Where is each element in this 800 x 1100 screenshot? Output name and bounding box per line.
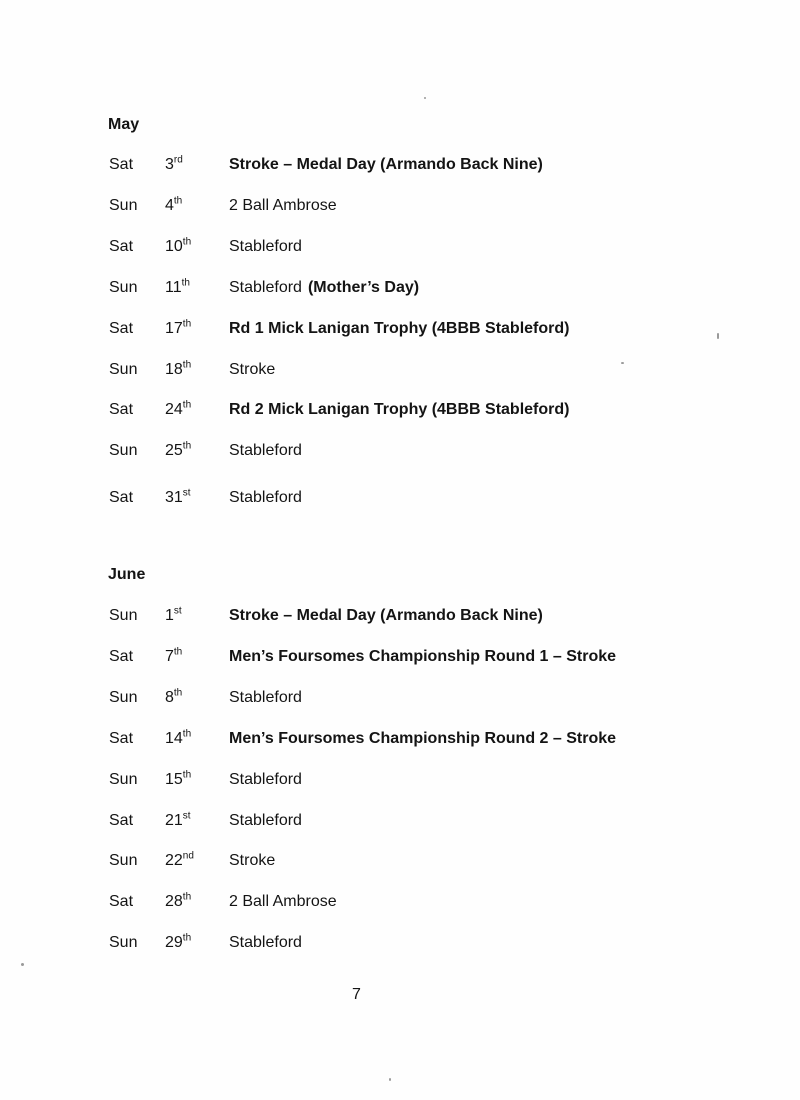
fixture-date xyxy=(165,197,182,215)
fixture-event-name: Stableford xyxy=(229,771,302,788)
page-number: 7 xyxy=(352,986,361,1003)
fixture-row xyxy=(0,442,800,464)
fixture-row xyxy=(0,156,800,178)
fixture-event-name: Stroke – Medal Day (Armando Back Nine) xyxy=(229,156,543,173)
fixture-day: Sun xyxy=(109,689,138,706)
fixture-row xyxy=(0,361,800,383)
fixture-date-number: 4 xyxy=(165,197,174,214)
fixture-event-name: Rd 1 Mick Lanigan Trophy (4BBB Stableford) xyxy=(229,320,570,337)
fixture-date xyxy=(165,934,191,952)
fixture-event xyxy=(229,771,302,789)
scan-speck xyxy=(717,333,719,339)
fixture-date xyxy=(165,730,191,748)
fixture-date xyxy=(165,238,191,256)
fixture-date-number: 21 xyxy=(165,812,183,829)
fixture-date-number: 1 xyxy=(165,607,174,624)
fixture-day: Sun xyxy=(109,197,138,214)
fixture-event xyxy=(229,607,543,625)
fixture-row xyxy=(0,197,800,219)
fixture-event-name: Stableford xyxy=(229,238,302,255)
fixture-date-suffix: th xyxy=(173,687,183,699)
fixture-date xyxy=(165,489,191,507)
fixture-date-number: 10 xyxy=(165,238,183,255)
fixture-event-name: 2 Ball Ambrose xyxy=(229,893,337,910)
fixture-row xyxy=(0,238,800,260)
fixture-event-name: 2 Ball Ambrose xyxy=(229,197,337,214)
fixture-date-suffix: st xyxy=(173,605,182,617)
fixture-event xyxy=(229,489,302,507)
fixture-date-suffix: rd xyxy=(173,154,183,166)
fixture-event xyxy=(229,893,337,911)
fixture-date xyxy=(165,648,182,666)
fixture-day: Sun xyxy=(109,442,138,459)
fixture-day: Sat xyxy=(109,489,134,506)
fixture-date-number: 11 xyxy=(165,279,182,296)
fixture-date-suffix: th xyxy=(182,769,192,781)
fixture-row xyxy=(0,320,800,342)
fixture-event-name: Men’s Foursomes Championship Round 1 – Stroke xyxy=(229,648,617,665)
fixture-row xyxy=(0,279,800,301)
fixture-event-name: Stableford xyxy=(229,442,302,459)
fixture-date-number: 8 xyxy=(165,689,174,706)
fixture-event-name: Men’s Foursomes Championship Round 2 – Stroke xyxy=(229,730,617,747)
fixture-event-name: Stroke xyxy=(229,852,276,869)
fixture-day: Sun xyxy=(109,771,138,788)
fixture-date-number: 7 xyxy=(165,648,174,665)
fixture-date-suffix: th xyxy=(173,646,183,658)
fixture-date-number: 29 xyxy=(165,934,183,951)
fixture-day: Sat xyxy=(109,893,134,910)
fixture-row xyxy=(0,934,800,956)
fixture-event xyxy=(229,156,543,174)
fixture-date xyxy=(165,852,194,870)
fixture-row xyxy=(0,648,800,670)
fixture-event xyxy=(229,730,616,748)
fixture-event xyxy=(229,648,616,666)
fixture-date-suffix: th xyxy=(182,440,192,452)
fixture-day: Sun xyxy=(109,361,138,378)
fixture-date-suffix: th xyxy=(182,236,192,248)
fixture-date-suffix: th xyxy=(182,318,192,330)
fixture-event xyxy=(229,197,337,215)
fixture-event xyxy=(229,852,275,870)
scan-speck xyxy=(621,362,624,364)
fixture-day: Sat xyxy=(109,156,134,173)
fixture-date-suffix: th xyxy=(182,359,192,371)
fixture-event xyxy=(229,279,419,297)
fixture-day: Sat xyxy=(109,320,134,337)
fixture-row xyxy=(0,401,800,423)
fixture-date-suffix: nd xyxy=(182,850,194,862)
fixture-event xyxy=(229,320,569,338)
scan-speck xyxy=(389,1078,391,1081)
fixture-row xyxy=(0,852,800,874)
fixture-event-name: Stroke xyxy=(229,361,276,378)
fixture-event-note: (Mother’s Day) xyxy=(307,279,420,296)
fixture-day: Sat xyxy=(109,648,134,665)
fixture-day: Sat xyxy=(109,238,134,255)
fixture-day: Sat xyxy=(109,401,134,418)
fixture-event-name: Stableford xyxy=(229,489,302,506)
fixture-date xyxy=(165,607,182,625)
fixture-date xyxy=(165,442,191,460)
fixture-row xyxy=(0,812,800,834)
fixture-event-name: Stableford xyxy=(229,279,302,296)
fixture-date xyxy=(165,361,191,379)
fixture-event xyxy=(229,401,569,419)
fixture-date-suffix: th xyxy=(181,277,190,289)
month-heading: May xyxy=(108,116,140,133)
fixture-event xyxy=(229,238,302,256)
fixture-row xyxy=(0,730,800,752)
fixture-date-number: 15 xyxy=(165,771,183,788)
fixture-day: Sat xyxy=(109,812,134,829)
fixture-date xyxy=(165,401,191,419)
fixture-date-number: 17 xyxy=(165,320,183,337)
month-heading: June xyxy=(108,566,146,583)
fixture-row xyxy=(0,607,800,629)
fixture-date xyxy=(165,893,191,911)
fixture-date-number: 3 xyxy=(165,156,174,173)
fixture-row xyxy=(0,689,800,711)
fixture-event-name: Stableford xyxy=(229,689,302,706)
fixture-date xyxy=(165,689,182,707)
scan-speck xyxy=(424,97,426,99)
fixture-event xyxy=(229,812,302,830)
fixture-date-number: 14 xyxy=(165,730,183,747)
fixture-date-suffix: th xyxy=(182,932,192,944)
fixture-date xyxy=(165,320,191,338)
fixture-event-name: Stableford xyxy=(229,934,302,951)
fixture-day: Sat xyxy=(109,730,134,747)
fixture-date xyxy=(165,771,191,789)
fixture-date-suffix: st xyxy=(182,810,191,822)
fixture-date-number: 25 xyxy=(165,442,183,459)
fixture-day: Sun xyxy=(109,607,138,624)
fixture-event xyxy=(229,361,275,379)
fixture-row xyxy=(0,489,800,511)
fixture-date-suffix: st xyxy=(182,487,191,499)
fixture-event-name: Rd 2 Mick Lanigan Trophy (4BBB Stableford) xyxy=(229,401,570,418)
fixture-day: Sun xyxy=(109,279,138,296)
fixture-date-number: 22 xyxy=(165,852,183,869)
fixture-date-number: 28 xyxy=(165,893,183,910)
fixture-date xyxy=(165,156,183,174)
fixture-event xyxy=(229,934,302,952)
fixture-row xyxy=(0,893,800,915)
fixture-day: Sun xyxy=(109,934,138,951)
fixture-date-suffix: th xyxy=(182,399,192,411)
fixture-date-suffix: th xyxy=(182,728,192,740)
fixture-row xyxy=(0,771,800,793)
fixture-event xyxy=(229,442,302,460)
fixture-date xyxy=(165,812,191,830)
scan-speck xyxy=(21,963,24,966)
fixture-event-name: Stableford xyxy=(229,812,302,829)
fixture-event xyxy=(229,689,302,707)
fixture-date xyxy=(165,279,190,297)
fixture-date-number: 18 xyxy=(165,361,183,378)
fixture-date-suffix: th xyxy=(182,891,192,903)
fixture-day: Sun xyxy=(109,852,138,869)
fixture-date-suffix: th xyxy=(173,195,183,207)
fixture-date-number: 31 xyxy=(165,489,183,506)
fixture-date-number: 24 xyxy=(165,401,183,418)
fixture-event-name: Stroke – Medal Day (Armando Back Nine) xyxy=(229,607,543,624)
